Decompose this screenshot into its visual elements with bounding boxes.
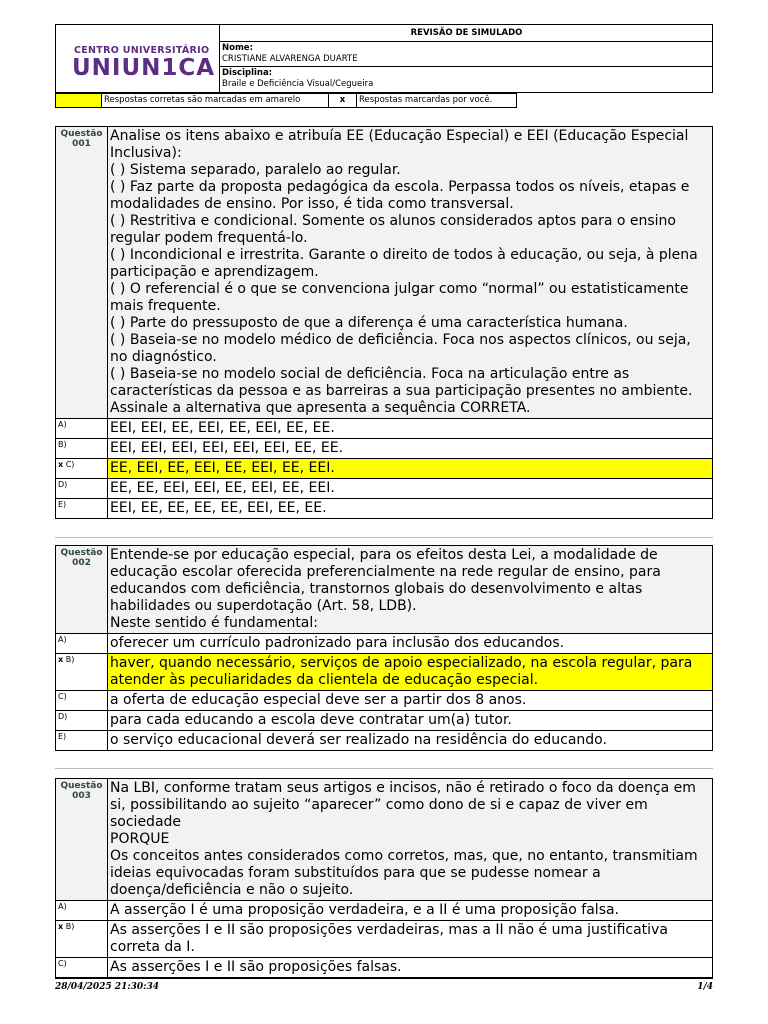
selected-mark: x [58,922,64,931]
yellow-swatch [55,93,102,108]
page-number: 1/4 [697,982,713,992]
option-text: oferecer um currículo padronizado para inclusão dos educandos. [110,635,565,651]
answer-option [55,418,713,438]
answer-option [55,690,713,710]
legend-correct-text: Respostas corretas são marcadas em amarelo [102,93,329,108]
exam-header [55,24,713,93]
option-letter-text: E) [58,732,67,741]
logo-line2: UNIUN1CA [72,55,216,81]
option-letter [56,921,108,957]
option-text: EEI, EEI, EE, EEI, EE, EEI, EE, EE. [110,420,335,436]
question-row [55,126,713,418]
answer-option [55,920,713,957]
question-block [55,126,713,519]
discipline-cell [220,67,713,93]
legend-marked-text: Respostas marcardas por você. [357,93,517,108]
selected-mark: x [58,655,64,664]
logo-line1: CENTRO UNIVERSITÁRIO [74,45,210,56]
option-letter [56,691,108,710]
option-text: EEI, EEI, EEI, EEI, EEI, EEI, EE, EE. [110,440,344,456]
question-number: Questão 003 [56,779,108,900]
university-logo [56,25,220,92]
option-text: As asserções I e II são proposições falsas. [110,959,402,975]
option-letter [56,439,108,458]
answer-option [55,900,713,920]
option-letter-text: C) [65,460,75,469]
option-letter [56,711,108,730]
option-letter-text: A) [58,420,67,429]
option-letter [56,499,108,518]
option-letter-text: B) [58,440,67,449]
option-letter-text: D) [58,480,68,489]
option-text: haver, quando necessário, serviços de apoio especializado, na escola regular, para atender às peculiaridades da clientela de educação especial. [108,654,712,690]
discipline-value: Braile e Deficiência Visual/Cegueira [222,79,374,89]
question-number: Questão 002 [56,546,108,633]
question-row [55,778,713,900]
answer-option [55,730,713,751]
option-letter-text: E) [58,500,67,509]
option-letter-text: D) [58,712,68,721]
option-letter [56,958,108,977]
answer-option [55,653,713,690]
answer-option [55,478,713,498]
footer [55,978,713,992]
question-text: Na LBI, conforme tratam seus artigos e incisos, não é retirado o foco da doença em si, possibilitando ao sujeito “aparecer” como dono de si e capaz de viver em sociedade PORQUE Os conceitos antes considerados como corretos, mas, que, no entanto, transmitiam ideias equivocadas foram substituídos para que se pudesse nomear a doença/deficiência e não o sujeito. [108,779,712,900]
option-letter-text: C) [58,959,67,968]
question-number: Questão 001 [56,127,108,418]
answer-option [55,633,713,653]
option-letter [56,901,108,920]
answer-option [55,438,713,458]
option-letter [56,459,108,478]
option-text: o serviço educacional deverá ser realizado na residência do educando. [110,732,607,748]
option-text: EE, EEI, EE, EEI, EE, EEI, EE, EEI. [108,459,712,478]
option-letter-text: B) [65,922,75,931]
option-text: EE, EE, EEI, EEI, EE, EEI, EE, EEI. [110,480,335,496]
question-row [55,545,713,633]
selected-mark: x [58,460,64,469]
student-name-cell [220,42,713,67]
question-separator [55,537,713,538]
answer-option [55,498,713,519]
option-text: a oferta de educação especial deve ser a partir dos 8 anos. [110,692,527,708]
name-label: Nome: [222,43,253,53]
option-letter-text: B) [65,655,75,664]
page-title: REVISÃO DE SIMULADO [220,25,713,42]
option-letter-text: A) [58,902,67,911]
option-letter [56,419,108,438]
option-text: EEI, EE, EE, EE, EE, EEI, EE, EE. [110,500,327,516]
option-text: para cada educando a escola deve contratar um(a) tutor. [110,712,512,728]
question-separator [55,768,713,769]
option-letter [56,731,108,750]
option-letter-text: A) [58,635,67,644]
question-text: Entende-se por educação especial, para os efeitos desta Lei, a modalidade de educação escolar oferecida preferencialmente na rede regular de ensino, para educandos com deficiência, transtornos globais do desenvolvimento e altas habilidades ou superdotação (Art. 58, LDB). Neste sentido é fundamental: [108,546,712,633]
answer-option [55,957,713,978]
answer-option [55,458,713,478]
question-block [55,545,713,751]
footer-datetime: 28/04/2025 21:30:34 [55,982,160,992]
answer-option [55,710,713,730]
option-letter [56,634,108,653]
option-letter-text: C) [58,692,67,701]
option-text: As asserções I e II são proposições verdadeiras, mas a II não é uma justificativa correta da I. [110,922,668,955]
marked-symbol: x [329,93,357,108]
name-value: CRISTIANE ALVARENGA DUARTE [222,54,358,64]
option-letter [56,654,108,690]
discipline-label: Disciplina: [222,68,273,78]
option-letter [56,479,108,498]
question-block [55,778,713,978]
option-text: A asserção I é uma proposição verdadeira, e a II é uma proposição falsa. [110,902,620,918]
question-text: Analise os itens abaixo e atribuía EE (Educação Especial) e EEI (Educação Especial Inclusiva): ( ) Sistema separado, paralelo ao regular. ( ) Faz parte da proposta pedagógica da escola. Perpassa todos os níveis, etapas e modalidades de ensino. Por isso, é tida como transversal. ( ) Restritiva e condicional. Somente os alunos considerados aptos para o ensino regular podem frequentá-lo. ( ) Incondicional e irrestrita. Garante o direito de todos à educação, ou seja, à plena participação e aprendizagem. ( ) O referencial é o que se convenciona julgar como “normal” ou estatisticamente mais frequente. ( ) Parte do pressuposto de que a diferença é uma característica humana. ( ) Baseia-se no modelo médico de deficiência. Foca nos aspectos clínicos, ou seja, no diagnóstico. ( ) Baseia-se no modelo social de deficiência. Foca na articulação entre as características da pessoa e as barreiras a sua participação presentes no ambiente. Assinale a alternativa que apresenta a sequência CORRETA. [108,127,712,418]
